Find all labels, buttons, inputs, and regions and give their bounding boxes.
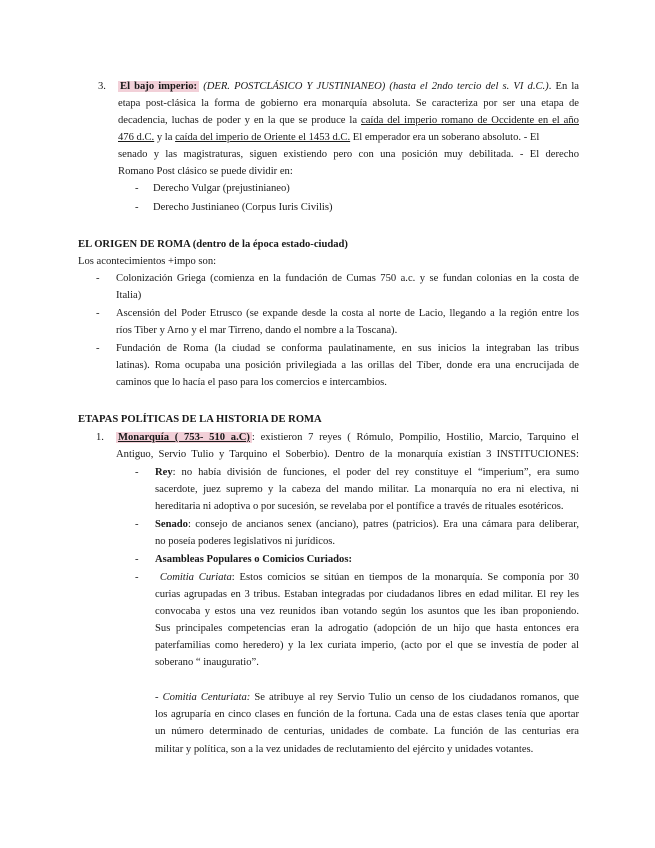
list-bullet: -: [96, 308, 100, 319]
list-item: Derecho Justinianeo (Corpus Iuris Civilis): [153, 202, 333, 213]
origen-item3-line3: caminos que lo hacía el paso para los comercios e intercambios.: [116, 377, 387, 388]
monarquia-title: Monarquía ( 753- 510 a.C): [118, 432, 250, 443]
section3-line1: El bajo imperio: (DER. POSTCLÁSICO Y JUSTINIANEO) (hasta el 2ndo tercio del s. VI d.C.). En la: [120, 81, 579, 92]
section3-line4: 476 d.C. y la caída del imperio de Oriente el 1453 d.C. El emperador era un soberano absoluto. - El: [118, 132, 540, 143]
list-bullet: -: [135, 554, 139, 565]
section3-subtitle: (DER. POSTCLÁSICO Y JUSTINIANEO) (hasta el 2ndo tercio del s. VI d.C.): [203, 81, 549, 92]
origen-item1-line2: Italia): [116, 290, 142, 301]
etapas-line1: Monarquía ( 753- 510 a.C) : existieron 7 reyes ( Rómulo, Pompilio, Hostilio, Marcio, Tarquino el: [118, 432, 580, 443]
list-bullet: -: [96, 273, 100, 284]
origen-intro: Los acontecimientos +impo son:: [78, 256, 217, 267]
section3-line5: senado y las magistraturas, siguen existiendo pero con una posición muy debilitada. - El derecho: [118, 149, 579, 160]
list-bullet: -: [135, 519, 139, 530]
section3-line2: etapa post-clásica la forma de gobierno era monarquía absoluta. Se caracteriza por ser una etapa de: [118, 98, 579, 109]
section3-line6: Romano Post clásico se puede dividir en:: [118, 166, 293, 177]
centuriata-line4: militar y política, son a la vez unidades de reclutamiento del ejército y unidades votantes.: [155, 744, 534, 755]
list-item: Derecho Vulgar (prejustinianeo): [153, 183, 290, 194]
etapas-line2: Antiguo, Servio Tulio y Tarquino el Soberbio). Dentro de la monarquía existían 3 INSTITUCIONES:: [116, 449, 579, 460]
origen-item3-line1: Fundación de Roma (la ciudad se conforma paulatinamente, en sus inicios la integraban las tribus: [116, 343, 579, 354]
senado-line2: no poseía poderes legislativos ni jurídicos.: [155, 536, 336, 547]
origen-item2-line2: ríos Tiber y Arno y el mar Tirreno, dando el nombre a la Toscana).: [116, 325, 398, 336]
origen-item3-line2: latinas). Roma ocupaba una posición privilegiada a las orillas del Tíber, donde era una encrucijada de: [116, 360, 579, 371]
section3-title: El bajo imperio:: [120, 81, 198, 92]
origen-item2-line1: Ascensión del Poder Etrusco (se expande desde la costa al norte de Lacio, llegando a la región entre los: [116, 308, 579, 319]
section-number: 3.: [98, 81, 106, 92]
origen-item1-line1: Colonización Griega (comienza en la fundación de Cumas 750 a.c. y se fundan colonias en la costa de: [116, 273, 579, 284]
list-bullet: -: [135, 572, 139, 583]
centuriata-line3: un número determinado de centurias, unidades de combate. La función de las centurias era: [155, 726, 579, 737]
section3-line3: decadencia, luchas de poder y en la que se produce la caída del imperio romano de Occidente en el año: [118, 115, 579, 126]
list-bullet: -: [135, 467, 139, 478]
list-bullet: -: [135, 202, 139, 213]
curiata-line2: curias agrupadas en 3 tribus. Estaban integradas por ciudadanos libres en edad militar. El rey les: [155, 589, 579, 600]
asambleas-heading: Asambleas Populares o Comicios Curiados:: [155, 554, 352, 565]
list-bullet: -: [96, 343, 100, 354]
rey-line2: sacerdote, juez supremo y la cabeza del mando militar. La monarquía no era ni electiva, ni: [155, 484, 579, 495]
centuriata-line2: los agruparía en cinco clases en función de la fortuna. Cada una de estas clases tenía que aportar: [155, 709, 579, 720]
centuriata-line1: - Comitia Centuriata: Se atribuye al rey Servio Tulio un censo de los ciudadanos romanos, que: [155, 692, 579, 703]
curiata-line3: convocaba y estos una vez reunidos iban votando según los asuntos que les iban proponiendo.: [155, 606, 579, 617]
curiata-line5: paterfamilias como heredero) y la lex curiata imperio, (acto por el que se investía de poder al: [155, 640, 579, 651]
list-bullet: -: [135, 183, 139, 194]
senado-line1: Senado: consejo de ancianos senex (anciano), patres (patricios). Era una cámara para deliberar,: [155, 519, 579, 530]
origen-heading: EL ORIGEN DE ROMA (dentro de la época estado-ciudad): [78, 239, 348, 250]
curiata-line4: Sus principales competencias eran la adrogatio (adopción de un hijo que hasta entonces era: [155, 623, 579, 634]
curiata-line6: soberano “ inauguratio”.: [155, 657, 259, 668]
curiata-line1: Comitia Curiata: Estos comicios se sitúan en tiempos de la monarquía. Se componía por 30: [159, 572, 579, 583]
rey-line3: hereditaria ni adoptiva o por sucesión, se revelaba por el pontífice a través de rituales esotéricos.: [155, 501, 564, 512]
etapas-heading: ETAPAS POLÍTICAS DE LA HISTORIA DE ROMA: [78, 414, 322, 425]
rey-line1: Rey: no había división de funciones, el poder del rey constituye el “imperium”, era sumo: [155, 467, 579, 478]
section-number: 1.: [96, 432, 104, 443]
